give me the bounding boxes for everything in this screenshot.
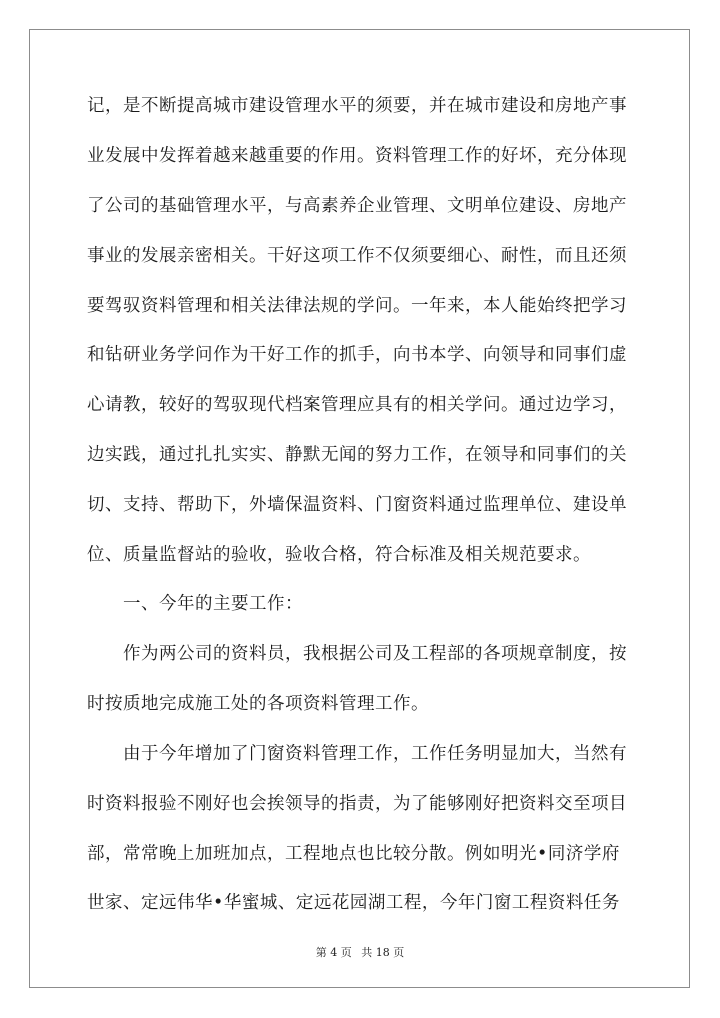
text-line: 时按质地完成施工处的各项资料管理工作。	[87, 694, 429, 714]
text-line: 切、支持、帮助下，外墙保温资料、门窗资料通过监理单位、建设单	[87, 495, 627, 515]
section-heading: 一、今年的主要工作：	[87, 594, 303, 614]
text-line: 部，常常晚上加班加点，工程地点也比较分散。例如明光•同济学府	[87, 844, 620, 864]
text-line: 记，是不断提高城市建设管理水平的须要，并在城市建设和房地产事	[87, 96, 627, 116]
text-line: 了公司的基础管理水平，与高素养企业管理、文明单位建设、房地产	[87, 196, 627, 216]
text-line: 和钻研业务学问作为干好工作的抓手，向书本学、向领导和同事们虚	[87, 345, 627, 365]
text-line: 时资料报验不刚好也会挨领导的指责，为了能够刚好把资料交至项目	[87, 794, 627, 814]
text-line: 由于今年增加了门窗资料管理工作，工作任务明显加大，当然有	[87, 744, 627, 764]
page-total: 共 18 页	[361, 946, 405, 959]
text-line: 要驾驭资料管理和相关法律法规的学问。一年来，本人能始终把学习	[87, 296, 627, 316]
text-line: 业发展中发挥着越来越重要的作用。资料管理工作的好坏，充分体现	[87, 146, 627, 166]
text-line: 边实践，通过扎扎实实、静默无闻的努力工作，在领导和同事们的关	[87, 445, 627, 465]
text-line: 心请教，较好的驾驭现代档案管理应具有的相关学问。通过边学习，	[87, 395, 627, 415]
text-line: 作为两公司的资料员，我根据公司及工程部的各项规章制度，按	[87, 644, 627, 664]
text-line: 位、质量监督站的验收，验收合格，符合标准及相关规范要求。	[87, 545, 591, 565]
text-line: 事业的发展亲密相关。干好这项工作不仅须要细心、耐性，而且还须	[87, 246, 627, 266]
page-footer	[0, 944, 720, 960]
text-line: 世家、定远伟华•华蜜城、定远花园湖工程，今年门窗工程资料任务	[87, 893, 620, 913]
page-number: 第 4 页	[315, 946, 352, 959]
